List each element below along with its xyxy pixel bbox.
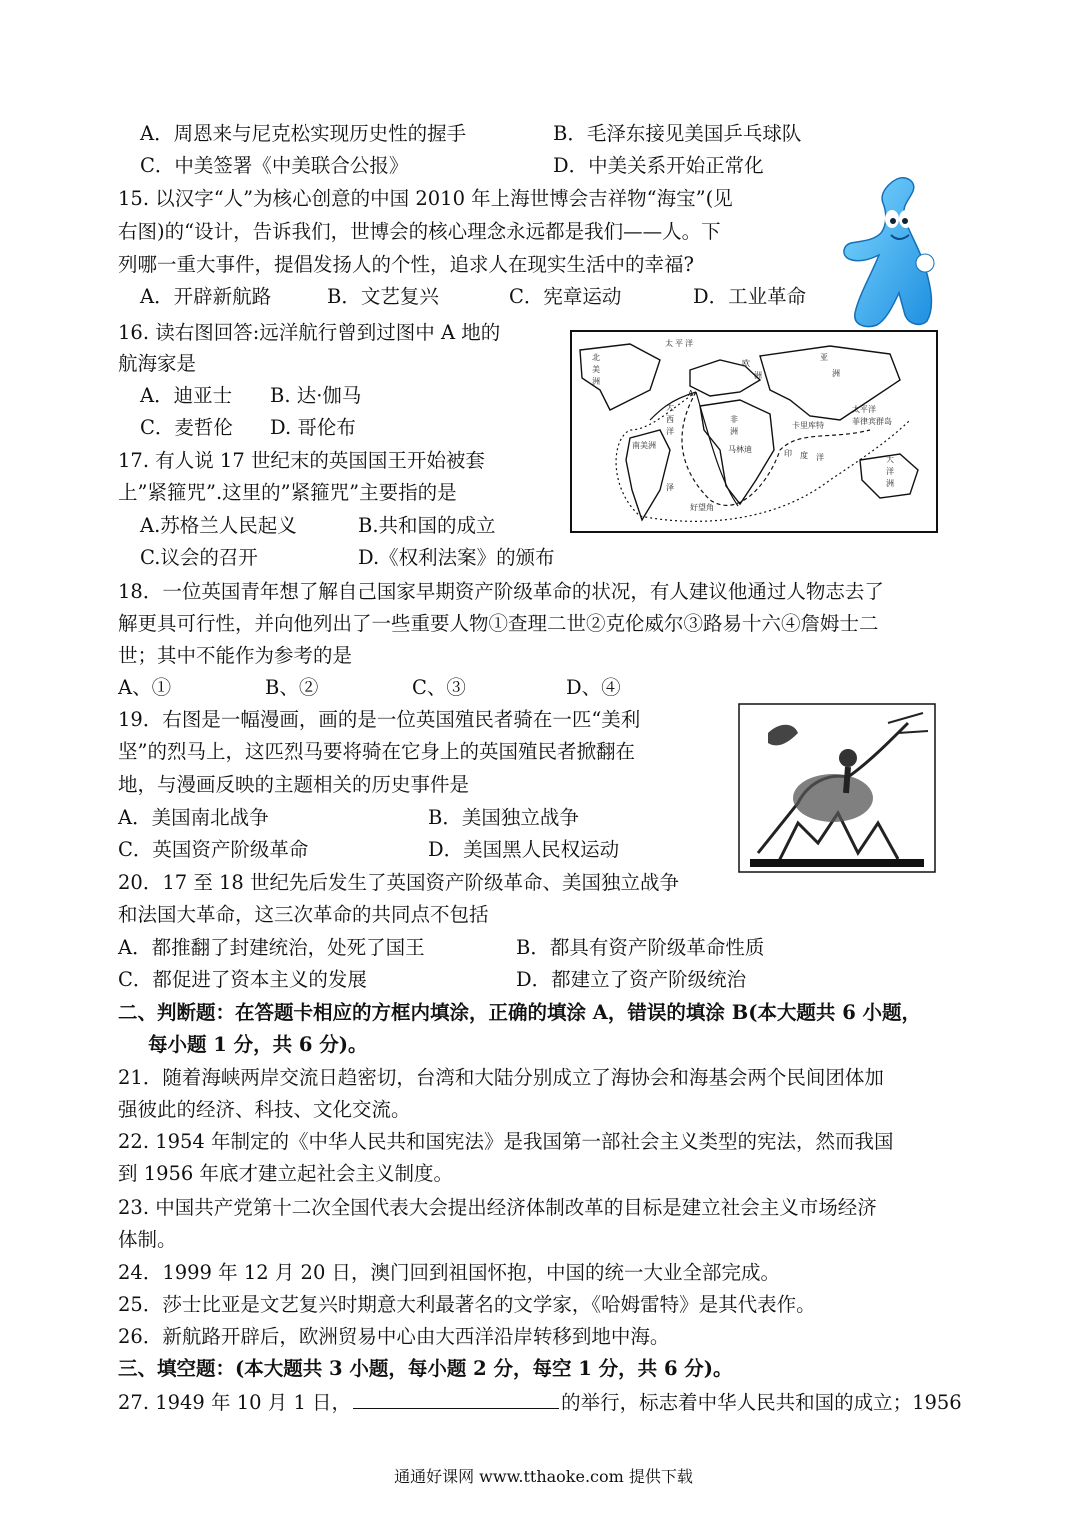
- map-label: 太平洋: [852, 405, 876, 414]
- map-label: 菲律宾群岛: [852, 417, 892, 426]
- q17-option-a: A.苏格兰人民起义: [140, 514, 297, 537]
- map-label: 欧: [742, 359, 750, 368]
- q22-line1: 22. 1954 年制定的《中华人民共和国宪法》是我国第一部社会主义类型的宪法，然而我国: [118, 1130, 894, 1153]
- q16-stem-line1: 16. 读右图回答:远洋航行曾到过图中 A 地的: [118, 321, 501, 344]
- q16-option-c: C．麦哲伦: [140, 416, 233, 439]
- map-label: 泽: [666, 483, 674, 492]
- q19-option-a: A．美国南北战争: [118, 806, 269, 829]
- q20-option-b: B．都具有资产阶级革命性质: [516, 936, 765, 959]
- map-label: 洲: [754, 371, 762, 380]
- map-label: 好望角: [690, 503, 714, 512]
- q14-option-a: A．周恩来与尼克松实现历史性的握手: [140, 122, 467, 145]
- q18-option-d: D、④: [566, 676, 621, 699]
- q14-option-c: C．中美签署《中美联合公报》: [140, 154, 409, 177]
- map-label: 洲: [886, 479, 894, 488]
- q23-line2: 体制。: [118, 1228, 177, 1251]
- q19-stem-line1: 19．右图是一幅漫画，画的是一位英国殖民者骑在一匹“美利: [118, 708, 641, 731]
- map-label: 非: [730, 415, 738, 424]
- q20-stem-line2: 和法国大革命，这三次革命的共同点不包括: [118, 903, 489, 926]
- q23-line1: 23. 中国共产党第十二次全国代表大会提出经济体制改革的目标是建立社会主义市场经济: [118, 1196, 877, 1219]
- q18-option-a: A、①: [118, 676, 172, 699]
- q15-stem-line1: 15. 以汉字“人”为核心创意的中国 2010 年上海世博会吉祥物“海宝”(见: [118, 187, 733, 210]
- haibao-mascot-image: [835, 175, 940, 330]
- map-label: 太: [665, 339, 673, 348]
- sea-route-map-image: [570, 330, 938, 533]
- map-label: 洋: [816, 453, 824, 462]
- map-label: 西: [666, 415, 674, 424]
- q27-line: [118, 1390, 962, 1415]
- map-label: 南美洲: [632, 441, 656, 450]
- map-label: 度: [800, 451, 808, 460]
- q27-answer-blank[interactable]: [353, 1390, 559, 1409]
- q19-stem-line3: 地，与漫画反映的主题相关的历史事件是: [118, 773, 470, 796]
- q20-option-a: A．都推翻了封建统治，处死了国王: [118, 936, 425, 959]
- q19-option-d: D．美国黑人民权运动: [428, 838, 620, 861]
- map-label: 洋: [886, 467, 894, 476]
- map-label: 马林迪: [728, 445, 752, 454]
- q20-stem-line1: 20．17 至 18 世纪先后发生了英国资产阶级革命、美国独立战争: [118, 871, 680, 894]
- q19-option-c: C．英国资产阶级革命: [118, 838, 309, 861]
- q16-option-b: B. 达·伽马: [270, 384, 362, 407]
- q20-option-d: D．都建立了资产阶级统治: [516, 968, 747, 991]
- q18-option-c: C、③: [412, 676, 466, 699]
- map-label: 卡里库特: [792, 421, 824, 430]
- q16-option-d: D. 哥伦布: [270, 416, 356, 439]
- q22-line2: 到 1956 年底才建立起社会主义制度。: [118, 1162, 454, 1185]
- q15-option-c: C．宪章运动: [509, 285, 622, 308]
- q24-line: 24．1999 年 12 月 20 日，澳门回到祖国怀抱，中国的统一大业全部完成。: [118, 1261, 781, 1284]
- q16-option-a: A．迪亚士: [140, 384, 233, 407]
- map-label: 洋: [685, 339, 693, 348]
- q21-line2: 强彼此的经济、科技、文化交流。: [118, 1098, 411, 1121]
- map-label: 平: [675, 339, 683, 348]
- q17-stem-line1: 17. 有人说 17 世纪末的英国国王开始被套: [118, 449, 485, 472]
- map-label: 洋: [666, 427, 674, 436]
- q27-text-after: 的举行，标志着中华人民共和国的成立；1956: [561, 1391, 962, 1414]
- map-label: 北: [592, 353, 600, 362]
- q17-option-d: D.《权利法案》的颁布: [358, 546, 555, 569]
- q19-option-b: B．美国独立战争: [428, 806, 579, 829]
- section3-heading: 三、填空题：(本大题共 3 小题，每小题 2 分，每空 1 分，共 6 分)。: [118, 1357, 733, 1380]
- cartoon-horse-image: [738, 703, 936, 873]
- q25-line: 25．莎士比亚是文艺复兴时期意大利最著名的文学家，《哈姆雷特》是其代表作。: [118, 1293, 816, 1316]
- map-label: 亚: [820, 353, 828, 362]
- q14-option-d: D．中美关系开始正常化: [553, 154, 764, 177]
- q18-option-b: B、②: [265, 676, 319, 699]
- map-label: 洲: [832, 369, 840, 378]
- q15-option-b: B．文艺复兴: [327, 285, 439, 308]
- map-label: 美: [592, 365, 600, 374]
- section2-heading-cont: 每小题 1 分，共 6 分)。: [148, 1033, 368, 1056]
- map-label: 大: [666, 403, 674, 412]
- q16-stem-line2: 航海家是: [118, 352, 197, 375]
- map-label: A: [688, 389, 694, 398]
- q14-option-b: B．毛泽东接见美国乒乓球队: [553, 122, 802, 145]
- q18-stem-line1: 18．一位英国青年想了解自己国家早期资产阶级革命的状况，有人建议他通过人物志去了: [118, 580, 884, 603]
- q17-stem-line2: 上”紧箍咒”.这里的”紧箍咒”主要指的是: [118, 481, 457, 504]
- q15-stem-line3: 列哪一重大事件，提倡发扬人的个性，追求人在现实生活中的幸福?: [118, 253, 694, 276]
- q20-option-c: C．都促进了资本主义的发展: [118, 968, 367, 991]
- map-label: 洲: [592, 377, 600, 386]
- q17-option-b: B.共和国的成立: [358, 514, 496, 537]
- q27-text-before: 27. 1949 年 10 月 1 日，: [118, 1391, 352, 1414]
- map-label: 大: [886, 455, 894, 464]
- q18-stem-line3: 世；其中不能作为参考的是: [118, 644, 353, 667]
- q26-line: 26．新航路开辟后，欧洲贸易中心由大西洋沿岸转移到地中海。: [118, 1325, 670, 1348]
- q17-option-c: C.议会的召开: [140, 546, 258, 569]
- q21-line1: 21．随着海峡两岸交流日趋密切，台湾和大陆分别成立了海协会和海基会两个民间团体加: [118, 1066, 884, 1089]
- q15-option-a: A．开辟新航路: [140, 285, 272, 308]
- map-label: 洲: [730, 427, 738, 436]
- page-footer: 通通好课网 www.tthaoke.com 提供下载: [394, 1467, 693, 1486]
- map-label: 印: [784, 449, 792, 458]
- q15-stem-line2: 右图)的“设计，告诉我们，世博会的核心理念永远都是我们——人。下: [118, 220, 721, 243]
- q18-stem-line2: 解更具可行性，并向他列出了一些重要人物①查理二世②克伦威尔③路易十六④詹姆士二: [118, 612, 879, 635]
- q15-option-d: D．工业革命: [693, 285, 807, 308]
- section2-heading: 二、判断题：在答题卡相应的方框内填涂，正确的填涂 A，错误的填涂 B(本大题共 6 小题，: [118, 1001, 922, 1024]
- q19-stem-line2: 坚”的烈马上，这匹烈马要将骑在它身上的英国殖民者掀翻在: [118, 740, 635, 763]
